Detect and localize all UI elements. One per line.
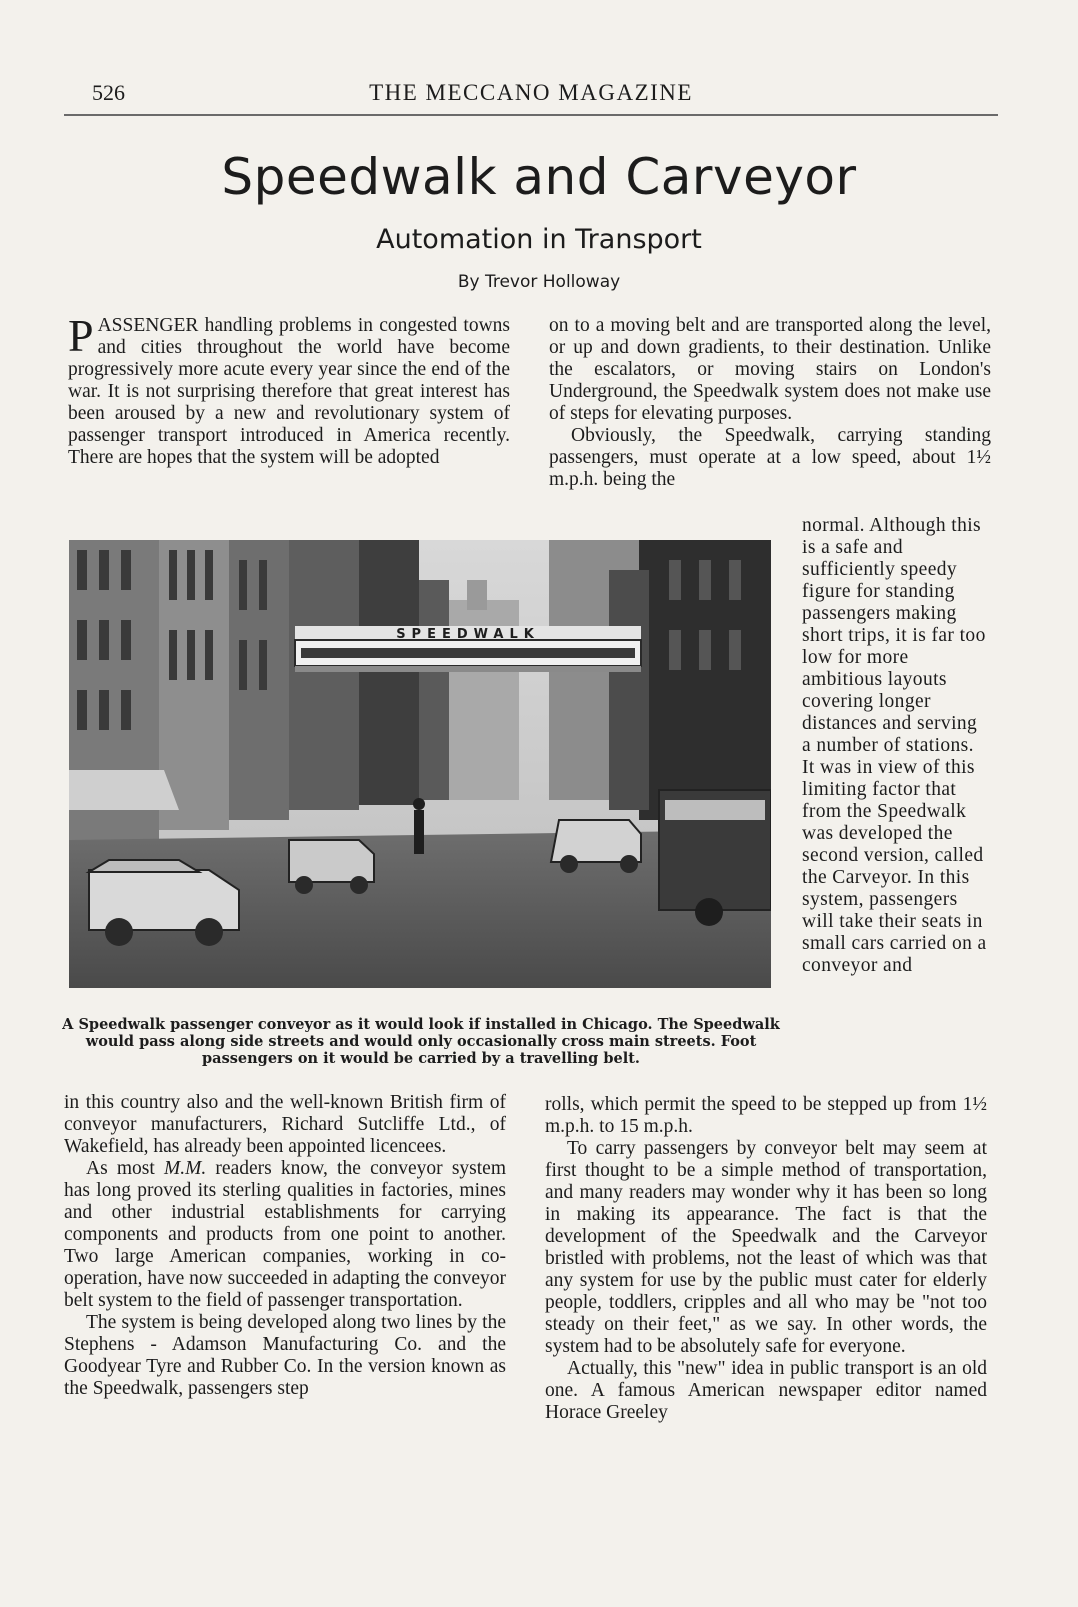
column-2-top bbox=[549, 315, 991, 491]
emphasis: M.M. bbox=[163, 1158, 207, 1179]
paragraph-text: readers know, the conveyor system has long proved its sterling qualities in factories, mines and other industrial establishments for carrying components and products from one point to another. Two large American companies, working in co-operation, have now succeeded in adapting the conveyor belt system to the field of passenger transportation. bbox=[64, 1158, 506, 1311]
speedwalk-sign: SPEEDWALK bbox=[396, 627, 540, 642]
paragraph: in this country also and the well-known British firm of conveyor manufacturers, Richard Sutcliffe Ltd., of Wakefield, has already been appointed licencees. bbox=[64, 1092, 506, 1157]
speedwalk-photo bbox=[69, 540, 771, 988]
column-2-wrap bbox=[802, 515, 991, 977]
paragraph: normal. Although this is a safe and sufficiently speedy figure for standing passengers making short trips, it is far too low for more ambitious layouts covering longer distances and serving a number of stations. It was in view of this limiting factor that from the Speedwalk was developed the second version, called the Carveyor. In this system, passengers will take their seats in small cars carried on a conveyor and bbox=[802, 515, 987, 976]
paragraph bbox=[68, 310, 510, 469]
article-subtitle: Automation in Transport bbox=[376, 224, 702, 255]
magazine-title: THE MECCANO MAGAZINE bbox=[369, 80, 693, 105]
column-1-bottom bbox=[64, 1092, 506, 1400]
page-number: 526 bbox=[92, 80, 125, 105]
column-1-top bbox=[68, 310, 510, 469]
drop-cap: P bbox=[68, 310, 94, 361]
photo-caption: A Speedwalk passenger conveyor as it would look if installed in Chicago. The Speedwalk would pass along side streets and would only occasionally cross main streets. Foot passengers on it would be carried by a travelling belt. bbox=[62, 1016, 780, 1067]
paragraph: Obviously, the Speedwalk, carrying standing passengers, must operate at a low speed, about 1½ m.p.h. being the bbox=[549, 425, 991, 490]
column-2-bottom bbox=[545, 1094, 987, 1424]
paragraph-text: As most bbox=[86, 1158, 164, 1179]
paragraph-text: ASSENGER handling problems in congested towns and cities throughout the world have become progressively more acute every year since the end of the war. It is not surprising therefore that great interest has been aroused by a new and revolutionary system of passenger transport introduced in America recently. There are hopes that the system will be adopted bbox=[68, 315, 510, 468]
street-scene-illustration bbox=[69, 540, 771, 988]
paragraph: on to a moving belt and are transported along the level, or up and down gradients, to their destination. Unlike the escalators, or moving stairs on London's Underground, the Speedwalk system does not make use of steps for elevating purposes. bbox=[549, 315, 991, 424]
article-title: Speedwalk and Carveyor bbox=[221, 148, 857, 206]
paragraph: Actually, this "new" idea in public transport is an old one. A famous American newspaper editor named Horace Greeley bbox=[545, 1358, 987, 1423]
article-byline: By Trevor Holloway bbox=[457, 272, 621, 292]
paragraph: rolls, which permit the speed to be stepped up from 1½ m.p.h. to 15 m.p.h. bbox=[545, 1094, 987, 1137]
paragraph: To carry passengers by conveyor belt may seem at first thought to be a simple method of transportation, and many readers may wonder why it has been so long in making its appearance. The fact is that the development of the Speedwalk and the Carveyor bristled with problems, not the least of which was that any system for use by the public must cater for elderly people, toddlers, cripples and all who may be "not too steady on their feet," as we say. In other words, the system had to be absolutely safe for everyone. bbox=[545, 1138, 987, 1357]
paragraph: The system is being developed along two lines by the Stephens - Adamson Manufacturing Co. and the Goodyear Tyre and Rubber Co. In the version known as the Speedwalk, passengers step bbox=[64, 1312, 506, 1399]
page-header bbox=[64, 78, 998, 116]
paragraph bbox=[64, 1158, 506, 1312]
